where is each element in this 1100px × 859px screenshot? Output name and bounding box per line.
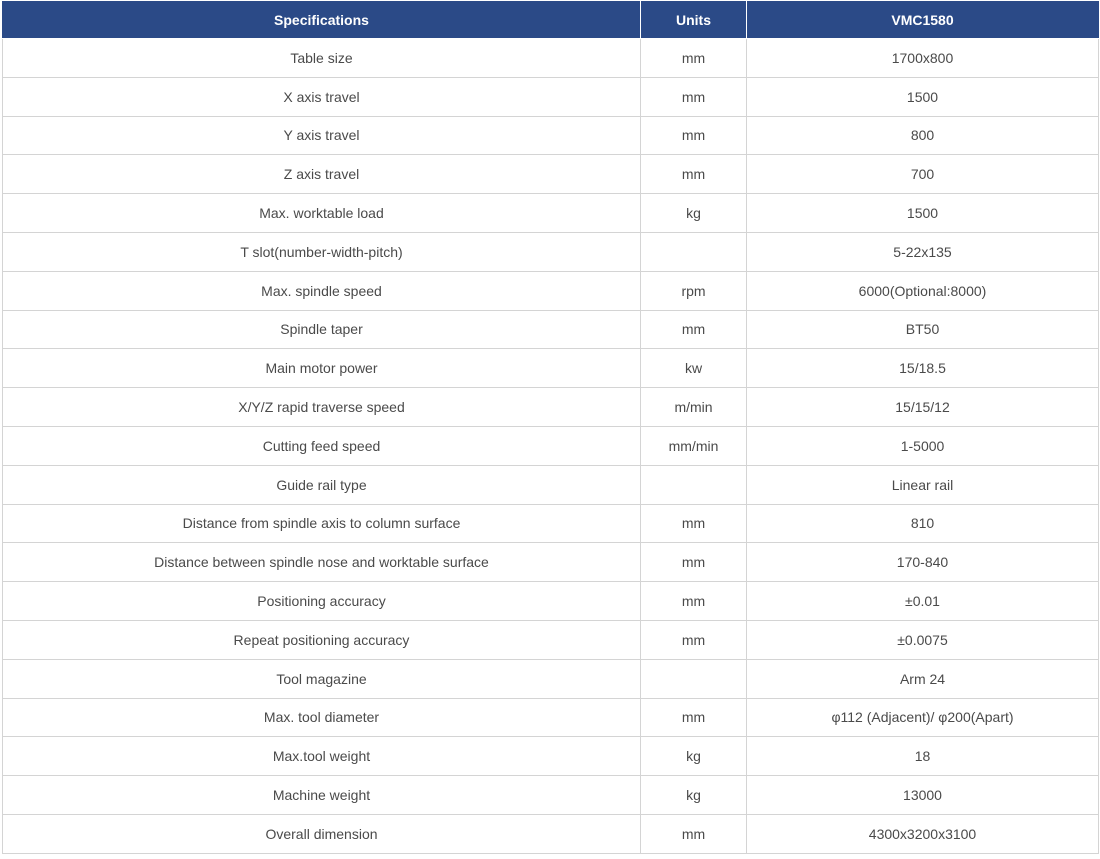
value-cell: 5-22x135 xyxy=(747,232,1099,271)
spec-cell: Max. spindle speed xyxy=(3,271,641,310)
spec-cell: Y axis travel xyxy=(3,116,641,155)
value-cell: Arm 24 xyxy=(747,659,1099,698)
table-row xyxy=(3,698,1099,737)
spec-cell: Max.tool weight xyxy=(3,737,641,776)
table-row xyxy=(3,776,1099,815)
table-row xyxy=(3,465,1099,504)
value-cell: φ112 (Adjacent)/ φ200(Apart) xyxy=(747,698,1099,737)
spec-cell: Cutting feed speed xyxy=(3,426,641,465)
spec-cell: X axis travel xyxy=(3,77,641,116)
table-row xyxy=(3,620,1099,659)
unit-cell xyxy=(641,659,747,698)
header-row xyxy=(3,2,1099,39)
value-cell: 4300x3200x3100 xyxy=(747,814,1099,853)
table-row xyxy=(3,737,1099,776)
value-cell: 1700x800 xyxy=(747,39,1099,78)
unit-cell: mm/min xyxy=(641,426,747,465)
value-cell: ±0.01 xyxy=(747,582,1099,621)
header-model: VMC1580 xyxy=(747,2,1099,39)
table-row xyxy=(3,582,1099,621)
unit-cell: mm xyxy=(641,620,747,659)
table-row xyxy=(3,426,1099,465)
spec-cell: Main motor power xyxy=(3,349,641,388)
spec-cell: X/Y/Z rapid traverse speed xyxy=(3,388,641,427)
value-cell: 1500 xyxy=(747,77,1099,116)
value-cell: 6000(Optional:8000) xyxy=(747,271,1099,310)
spec-cell: T slot(number-width-pitch) xyxy=(3,232,641,271)
unit-cell: mm xyxy=(641,504,747,543)
value-cell: 18 xyxy=(747,737,1099,776)
value-cell: Linear rail xyxy=(747,465,1099,504)
header-units: Units xyxy=(641,2,747,39)
table-row xyxy=(3,814,1099,853)
table-row xyxy=(3,39,1099,78)
table-row xyxy=(3,232,1099,271)
spec-cell: Distance from spindle axis to column surface xyxy=(3,504,641,543)
unit-cell: mm xyxy=(641,77,747,116)
table-row xyxy=(3,659,1099,698)
spec-cell: Repeat positioning accuracy xyxy=(3,620,641,659)
unit-cell: mm xyxy=(641,582,747,621)
unit-cell: kw xyxy=(641,349,747,388)
value-cell: 13000 xyxy=(747,776,1099,815)
value-cell: BT50 xyxy=(747,310,1099,349)
value-cell: 800 xyxy=(747,116,1099,155)
table-row xyxy=(3,77,1099,116)
unit-cell: kg xyxy=(641,194,747,233)
unit-cell: kg xyxy=(641,776,747,815)
unit-cell: mm xyxy=(641,814,747,853)
value-cell: 810 xyxy=(747,504,1099,543)
header-specifications: Specifications xyxy=(3,2,641,39)
unit-cell: m/min xyxy=(641,388,747,427)
table-row xyxy=(3,155,1099,194)
spec-cell: Tool magazine xyxy=(3,659,641,698)
spec-cell: Guide rail type xyxy=(3,465,641,504)
table-row xyxy=(3,543,1099,582)
spec-cell: Spindle taper xyxy=(3,310,641,349)
unit-cell: mm xyxy=(641,310,747,349)
unit-cell: mm xyxy=(641,543,747,582)
table-header xyxy=(3,2,1099,39)
unit-cell xyxy=(641,465,747,504)
table-row xyxy=(3,349,1099,388)
table-row xyxy=(3,194,1099,233)
unit-cell: mm xyxy=(641,155,747,194)
unit-cell: mm xyxy=(641,698,747,737)
table-row xyxy=(3,504,1099,543)
spec-cell: Positioning accuracy xyxy=(3,582,641,621)
unit-cell: rpm xyxy=(641,271,747,310)
value-cell: 700 xyxy=(747,155,1099,194)
table-body xyxy=(3,39,1099,854)
value-cell: 170-840 xyxy=(747,543,1099,582)
value-cell: ±0.0075 xyxy=(747,620,1099,659)
table-row xyxy=(3,116,1099,155)
table-row xyxy=(3,310,1099,349)
value-cell: 1-5000 xyxy=(747,426,1099,465)
unit-cell xyxy=(641,232,747,271)
unit-cell: mm xyxy=(641,116,747,155)
spec-cell: Max. tool diameter xyxy=(3,698,641,737)
spec-cell: Distance between spindle nose and worktable surface xyxy=(3,543,641,582)
value-cell: 15/15/12 xyxy=(747,388,1099,427)
spec-cell: Overall dimension xyxy=(3,814,641,853)
spec-cell: Table size xyxy=(3,39,641,78)
specifications-table xyxy=(2,1,1099,854)
table-row xyxy=(3,271,1099,310)
value-cell: 1500 xyxy=(747,194,1099,233)
unit-cell: mm xyxy=(641,39,747,78)
table-row xyxy=(3,388,1099,427)
spec-cell: Max. worktable load xyxy=(3,194,641,233)
value-cell: 15/18.5 xyxy=(747,349,1099,388)
spec-cell: Machine weight xyxy=(3,776,641,815)
unit-cell: kg xyxy=(641,737,747,776)
spec-cell: Z axis travel xyxy=(3,155,641,194)
